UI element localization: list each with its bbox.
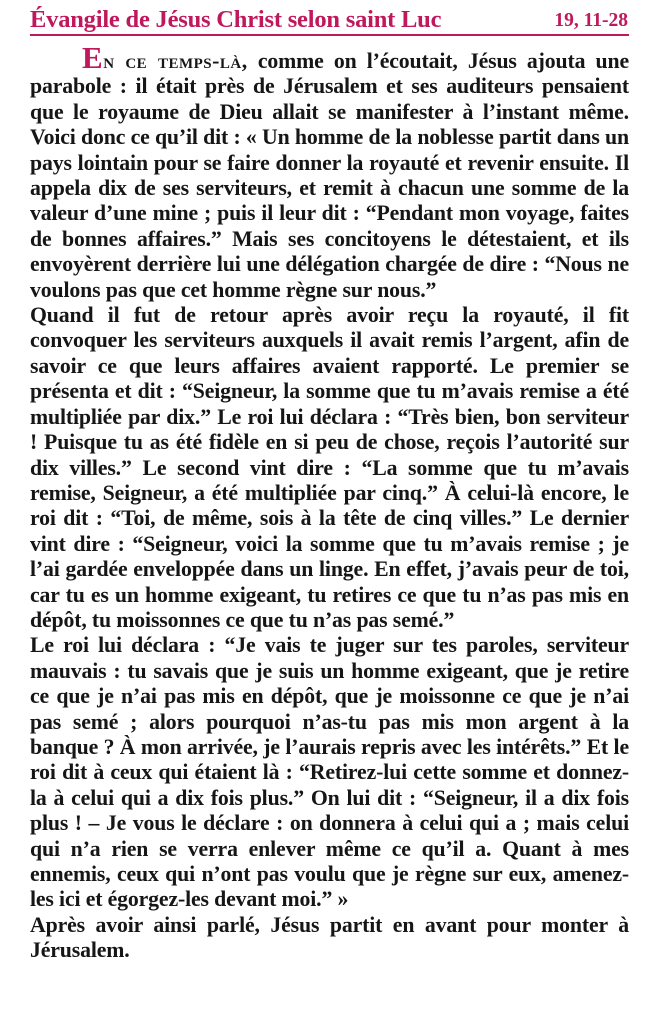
opening-words: n ce temps-là, — [103, 49, 248, 73]
gospel-text — [30, 40, 629, 964]
verse-reference: 19, 11-28 — [554, 10, 628, 31]
paragraph-1 — [30, 40, 629, 303]
page-header — [30, 0, 629, 36]
paragraph-4: Après avoir ainsi parlé, Jésus partit en avant pour monter à Jérusalem. — [30, 912, 629, 963]
drop-cap-letter: E — [82, 40, 104, 75]
paragraph-3: Le roi lui déclara : “Je vais te juger sur tes paroles, serviteur mauvais : tu savais que je suis un homme exigeant, que je retire ce que je n’ai pas mis en dépôt, que je moissonne ce que je n’ai pas semé ; alors pourquoi n’as-tu pas mis mon argent à la banque ? À mon arrivée, je l’aurais repris avec les intérêts.” Et le roi dit à ceux qui étaient là : “Retirez-lui cette somme et donnez-la à celui qui a dix fois plus.” On lui dit : “Seigneur, il a dix fois plus ! – Je vous le déclare : on donnera à celui qui a ; mais celui qui n’a rien se verra enlever même ce qu’il a. Quant à mes ennemis, ceux qui n’ont pas voulu que je règne sur eux, amenez-les ici et égorgez-les devant moi.” » — [30, 633, 629, 912]
paragraph-1-text: comme on l’écoutait, Jésus ajouta une parabole : il était près de Jérusalem et ses auditeurs pensaient que le royaume de Dieu allait se manifester à l’instant même. Voici donc ce qu’il dit : « Un homme de la noblesse partit dans un pays lointain pour se faire donner la royauté et revenir ensuite. Il appela dix de ses serviteurs, et remit à chacun une somme de la valeur d’une mine ; puis il leur dit : “Pendant mon voyage, faites de bonnes affaires.” Mais ses concitoyens le détestaient, et ils envoyèrent derrière lui une délégation chargée de dire : “Nous ne voulons pas que cet homme règne sur nous.” — [30, 49, 629, 302]
paragraph-2: Quand il fut de retour après avoir reçu la royauté, il fit convoquer les serviteurs auxquels il avait remis l’argent, afin de savoir ce que leurs affaires avaient rapporté. Le premier se présenta et dit : “Seigneur, la somme que tu m’avais remise a été multipliée par dix.” Le roi lui déclara : “Très bien, bon serviteur ! Puisque tu as été fidèle en si peu de chose, reçois l’autorité sur dix villes.” Le second vint dire : “La somme que tu m’avais remise, Seigneur, a été multipliée par cinq.” À celui-là encore, le roi dit : “Toi, de même, sois à la tête de cinq villes.” Le dernier vint dire : “Seigneur, voici la somme que tu m’avais remise ; je l’ai gardée enveloppée dans un linge. En effet, j’avais peur de toi, car tu es un homme exigeant, tu retires ce que tu n’as pas mis en dépôt, tu moissonnes ce que tu n’as pas semé.” — [30, 303, 629, 632]
gospel-title: Évangile de Jésus Christ selon saint Luc — [30, 6, 442, 33]
